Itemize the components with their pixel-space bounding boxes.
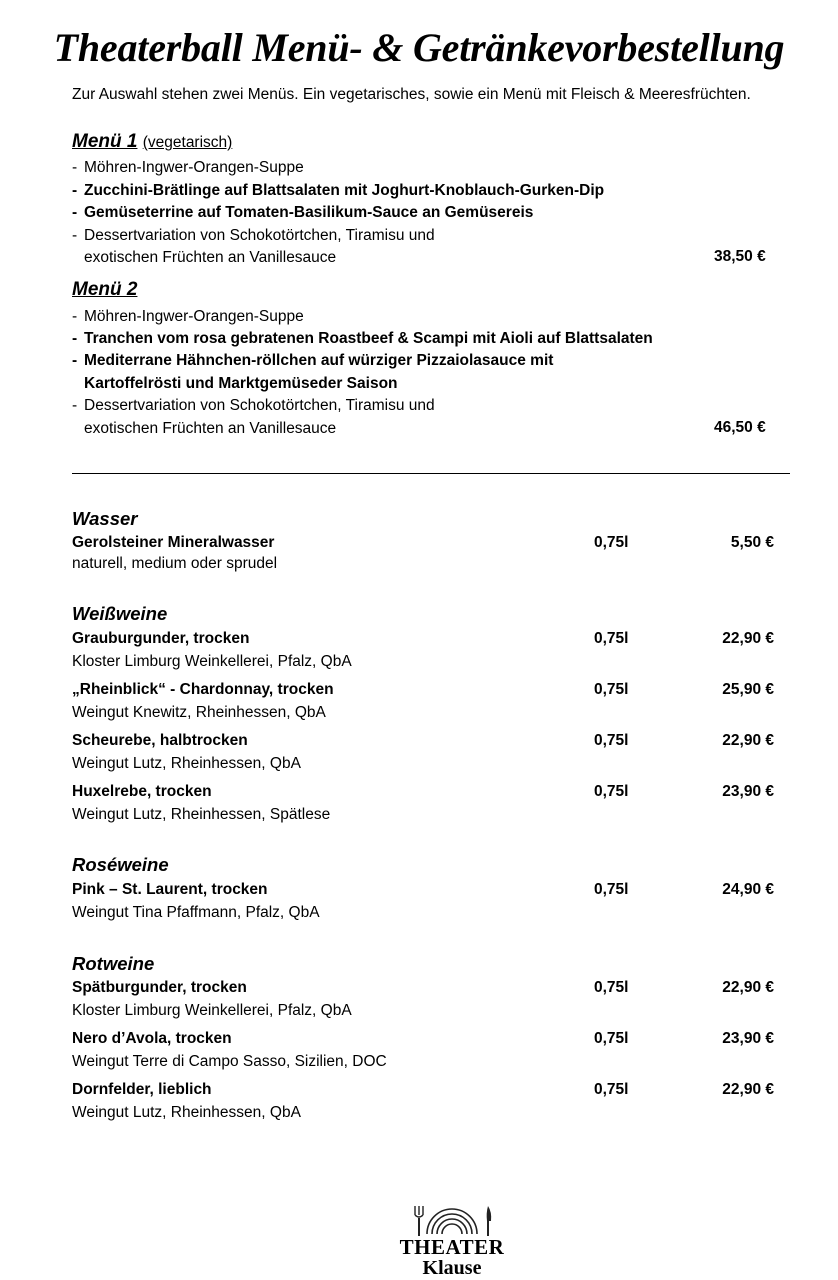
menu-2-course-1: - Möhren-Ingwer-Orangen-Suppe: [72, 308, 304, 325]
menu-2-price: 46,50 €: [714, 419, 766, 436]
drink-volume: 0,75l: [594, 881, 629, 898]
knife-icon: [482, 1204, 494, 1238]
drink-name: „Rheinblick“ - Chardonnay, trocken: [72, 681, 334, 698]
category-red-wine: Rotweine: [72, 953, 155, 974]
drink-name: Gerolsteiner Mineralwasser: [72, 534, 275, 551]
category-rose-wine: Roséweine: [72, 854, 169, 875]
drink-volume: 0,75l: [594, 1030, 629, 1047]
menu-2-course-2: - Tranchen vom rosa gebratenen Roastbeef & Scampi mit Aioli auf Blattsalaten: [72, 330, 653, 347]
drink-price: 23,90 €: [722, 783, 774, 800]
drink-name: Pink – St. Laurent, trocken: [72, 881, 268, 898]
drink-volume: 0,75l: [594, 979, 629, 996]
fork-icon: [412, 1204, 426, 1238]
menu-1-name: Menü 1: [72, 131, 138, 152]
menu-1-course-3: - Gemüseterrine auf Tomaten-Basilikum-Sauce an Gemüsereis: [72, 204, 534, 221]
drink-price: 22,90 €: [722, 630, 774, 647]
drink-price: 22,90 €: [722, 732, 774, 749]
drink-price: 23,90 €: [722, 1030, 774, 1047]
menu-1-course-4-cont: exotischen Früchten an Vanillesauce: [84, 249, 337, 266]
logo-line-1: THEATER: [399, 1235, 505, 1259]
drink-volume: 0,75l: [594, 732, 629, 749]
drink-name: Nero d’Avola, trocken: [72, 1030, 232, 1047]
drink-price: 5,50 €: [730, 534, 774, 551]
menu-2-name: Menü 2: [72, 279, 138, 300]
menu-2-course-3: - Mediterrane Hähnchen-röllchen auf würziger Pizzaiolasauce mit: [72, 352, 554, 369]
drink-description: Weingut Lutz, Rheinhessen, QbA: [72, 755, 301, 772]
intro-text: Zur Auswahl stehen zwei Menüs. Ein vegetarisches, sowie ein Menü mit Fleisch & Meeresfrüchten.: [72, 86, 751, 103]
drink-volume: 0,75l: [594, 681, 629, 698]
plate-arcs-icon: [389, 1204, 515, 1238]
drink-volume: 0,75l: [594, 630, 629, 647]
menu-1-course-4: - Dessertvariation von Schokotörtchen, Tiramisu und: [72, 227, 435, 244]
drink-description: naturell, medium oder sprudel: [72, 555, 278, 572]
drink-description: Weingut Knewitz, Rheinhessen, QbA: [72, 704, 326, 721]
page-title: Theaterball Menü- & Getränkevorbestellung: [53, 25, 785, 70]
menu-1-price: 38,50 €: [714, 248, 766, 265]
menu-1-heading: [72, 131, 232, 153]
menu-2-course-4: - Dessertvariation von Schokotörtchen, Tiramisu und: [72, 397, 435, 414]
menu-2-course-3-cont: Kartoffelrösti und Marktgemüseder Saison: [84, 375, 398, 392]
drink-description: Weingut Terre di Campo Sasso, Sizilien, DOC: [72, 1053, 387, 1070]
drink-volume: 0,75l: [594, 1081, 629, 1098]
drink-price: 25,90 €: [722, 681, 774, 698]
drink-description: Kloster Limburg Weinkellerei, Pfalz, QbA: [72, 653, 352, 670]
drink-name: Dornfelder, lieblich: [72, 1081, 212, 1098]
drink-volume: 0,75l: [594, 783, 629, 800]
drink-description: Kloster Limburg Weinkellerei, Pfalz, QbA: [72, 1002, 352, 1019]
drink-name: Huxelrebe, trocken: [72, 783, 212, 800]
menu-2-heading: [72, 279, 137, 301]
category-white-wine: Weißweine: [72, 603, 168, 624]
drink-price: 22,90 €: [722, 1081, 774, 1098]
divider: [72, 473, 790, 474]
drink-name: Spätburgunder, trocken: [72, 979, 247, 996]
drink-price: 24,90 €: [722, 881, 774, 898]
drink-name: Grauburgunder, trocken: [72, 630, 250, 647]
drink-description: Weingut Lutz, Rheinhessen, QbA: [72, 1104, 301, 1121]
drink-name: Scheurebe, halbtrocken: [72, 732, 248, 749]
logo-line-2: Klause: [422, 1257, 482, 1279]
drink-description: Weingut Tina Pfaffmann, Pfalz, QbA: [72, 904, 320, 921]
category-water: Wasser: [72, 508, 138, 529]
menu-1-note: (vegetarisch): [142, 134, 233, 151]
logo: [389, 1204, 515, 1280]
drink-volume: 0,75l: [594, 534, 629, 551]
menu-1-course-2: - Zucchini-Brätlinge auf Blattsalaten mit Joghurt-Knoblauch-Gurken-Dip: [72, 182, 605, 199]
drink-description: Weingut Lutz, Rheinhessen, Spätlese: [72, 806, 331, 823]
drink-price: 22,90 €: [722, 979, 774, 996]
menu-1-course-1: - Möhren-Ingwer-Orangen-Suppe: [72, 159, 304, 176]
menu-2-course-4-cont: exotischen Früchten an Vanillesauce: [84, 420, 337, 437]
